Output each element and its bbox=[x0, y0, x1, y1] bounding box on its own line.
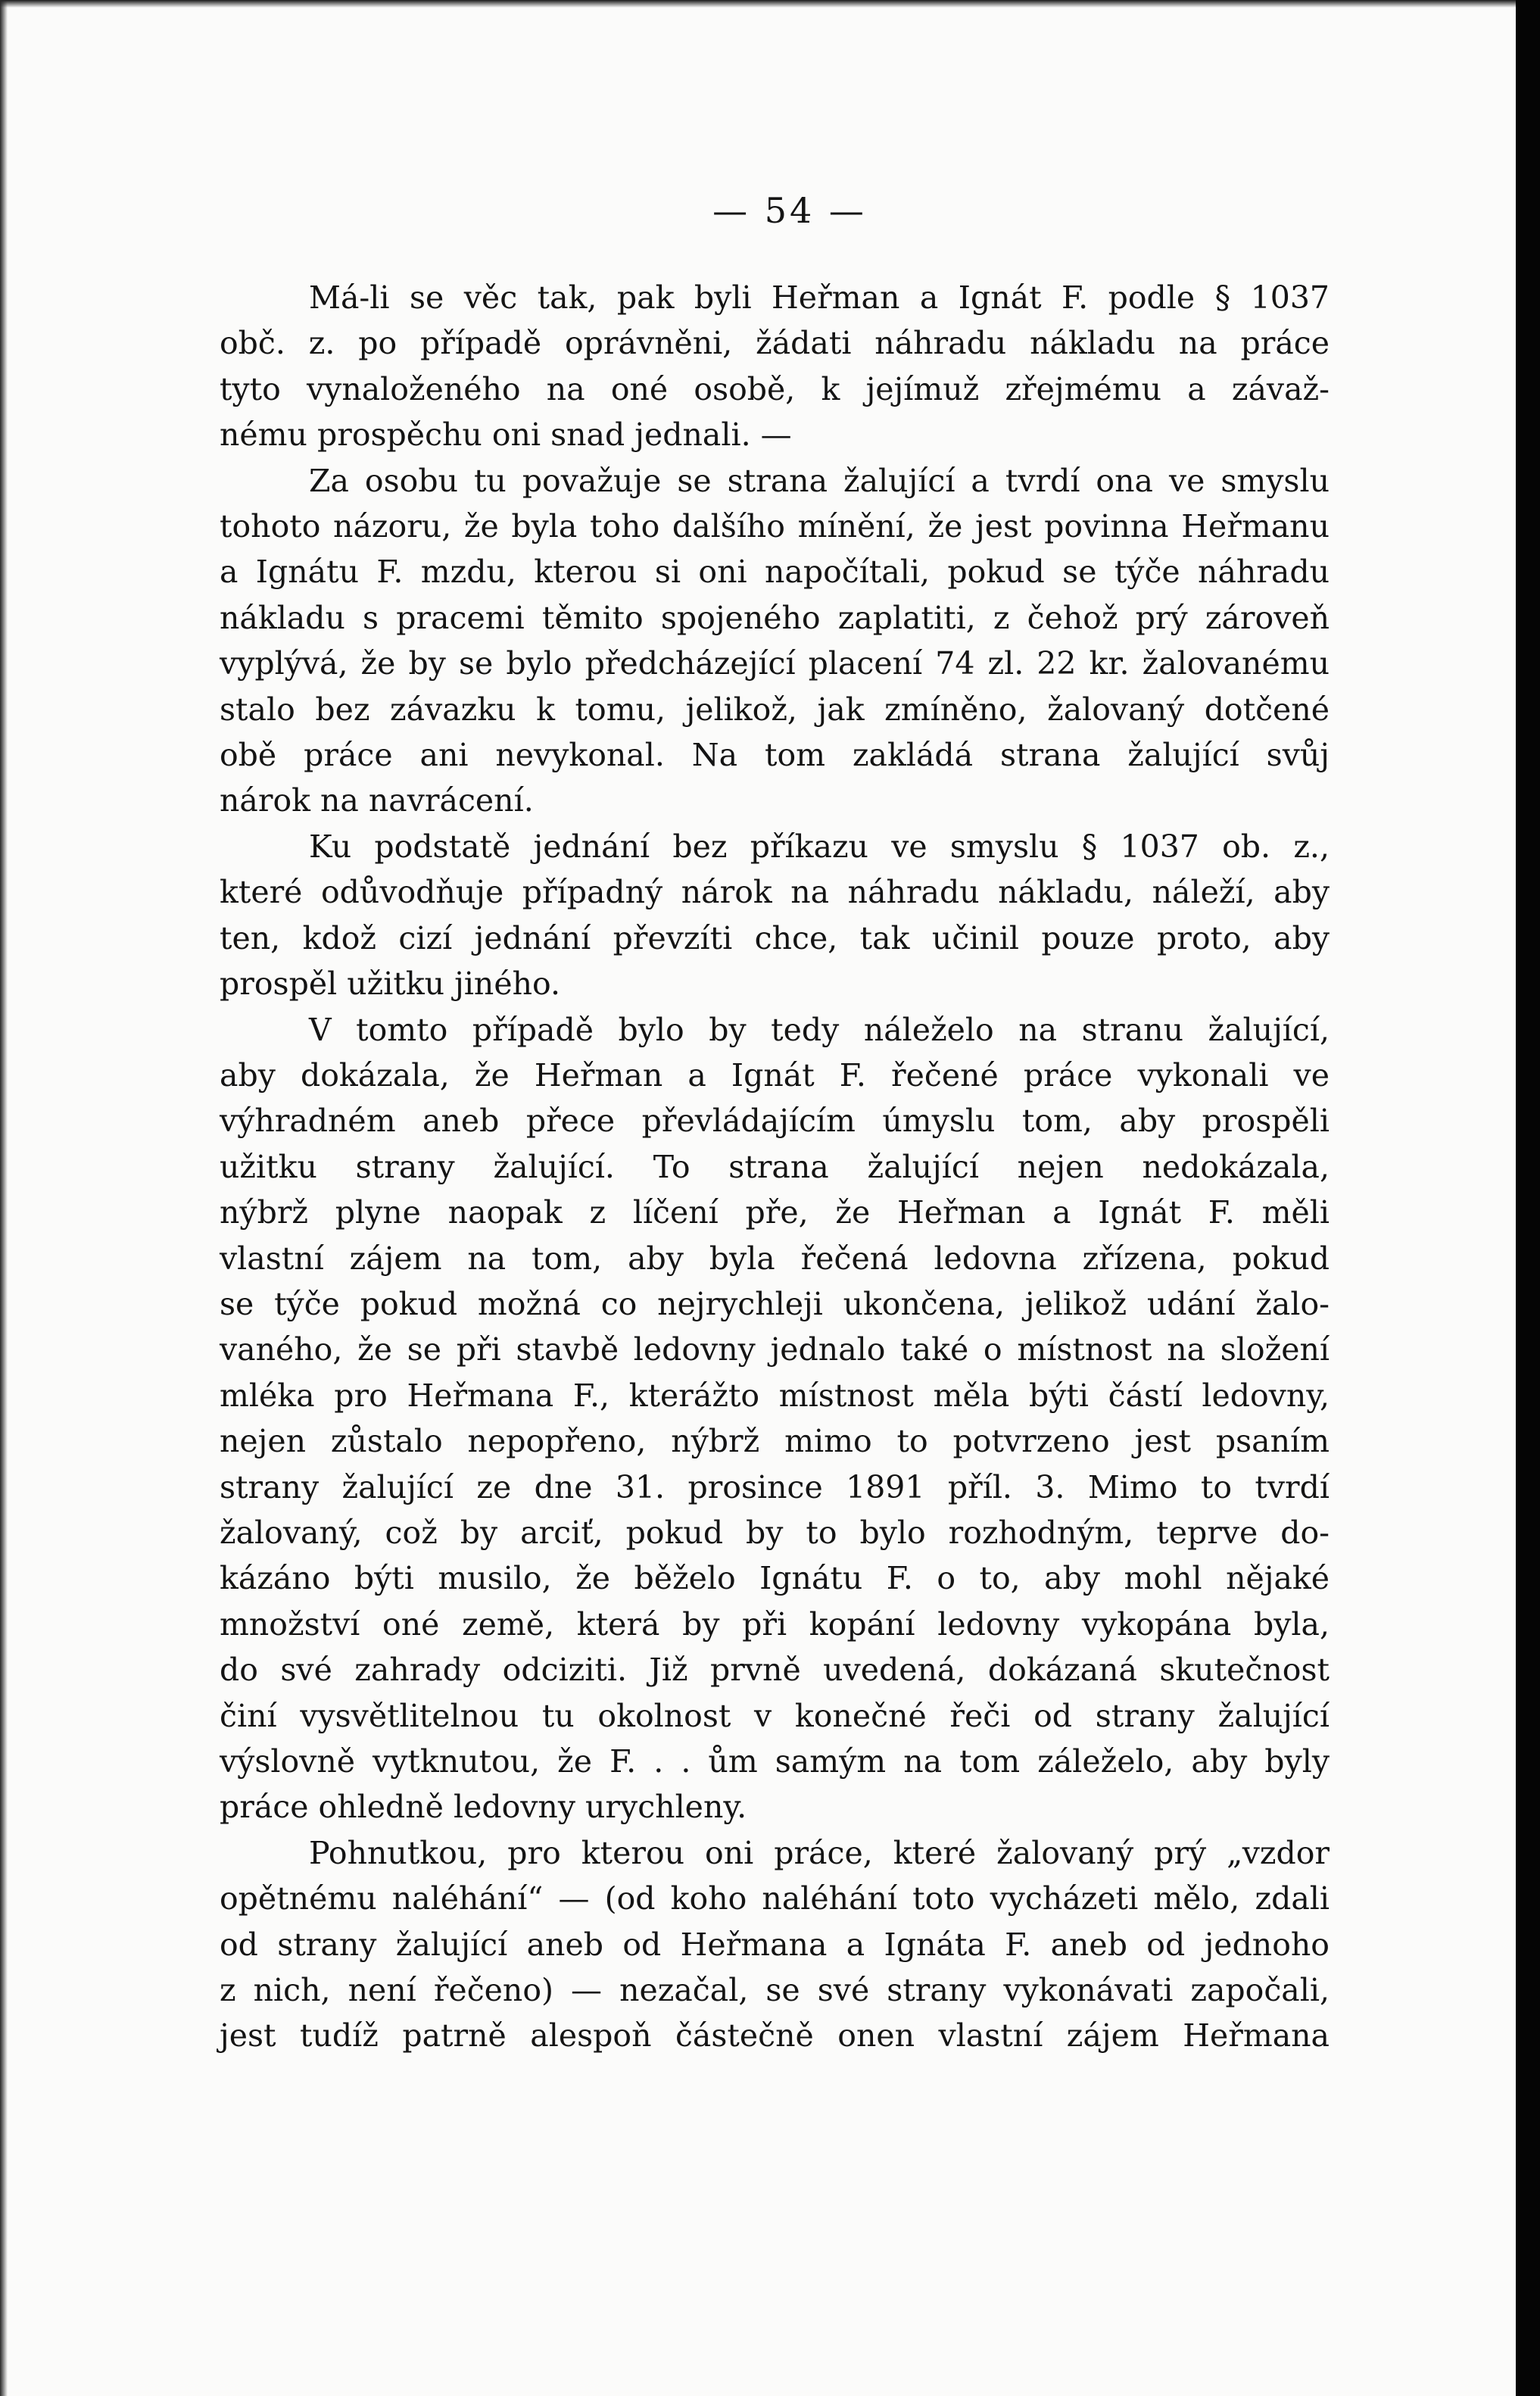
text-line: tohoto názoru, že byla toho dalšího mínění, že jest povinna Heřmanu bbox=[220, 508, 1330, 545]
text-line: obě práce ani nevykonal. Na tom zakládá strana žalující svůj bbox=[220, 737, 1330, 774]
text-line: žalovaný, což by arciť, pokud by to bylo rozhodným, teprve do- bbox=[220, 1514, 1330, 1551]
text-line: obč. z. po případě oprávněni, žádati náhradu nákladu na práce bbox=[220, 325, 1330, 362]
page-content bbox=[220, 190, 1330, 2059]
text-line: prospěl užitku jiného. bbox=[220, 966, 560, 1003]
text-line: nému prospěchu oni snad jednali. — bbox=[220, 416, 792, 454]
text-line: vyplývá, že by se bylo předcházející placení 74 zl. 22 kr. žalovanému bbox=[220, 645, 1330, 682]
text-line: ten, kdož cizí jednání převzíti chce, tak učinil pouze proto, aby bbox=[220, 919, 1330, 956]
text-line: a Ignátu F. mzdu, kterou si oni napočítali, pokud se týče náhradu bbox=[220, 554, 1330, 591]
scan-edge-right bbox=[1516, 0, 1540, 2396]
text-line: nýbrž plyne naopak z líčení pře, že Heřman a Ignát F. měli bbox=[220, 1194, 1330, 1231]
text-line: od strany žalující aneb od Heřmana a Ignáta F. aneb od jednoho bbox=[220, 1926, 1330, 1963]
text-line: nejen zůstalo nepopřeno, nýbrž mimo to potvrzeno jest psaním bbox=[220, 1423, 1330, 1460]
text-line: z nich, není řečeno) — nezačal, se své strany vykonávati započali, bbox=[220, 1972, 1330, 2009]
scan-edge-left bbox=[0, 0, 8, 2396]
text-line: které odůvodňuje případný nárok na náhradu nákladu, náleží, aby bbox=[220, 874, 1330, 911]
page-number: — 54 — bbox=[712, 190, 867, 231]
text-line: práce ohledně ledovny urychleny. bbox=[220, 1789, 747, 1826]
paragraph-2 bbox=[220, 458, 1330, 824]
paragraph-5 bbox=[220, 1830, 1330, 2059]
paragraph-4 bbox=[220, 1007, 1330, 1830]
text-line: tyto vynaloženého na oné osobě, k jejímuž zřejmému a závaž- bbox=[220, 370, 1330, 407]
text-line: V tomto případě bylo by tedy náleželo na stranu žalující, bbox=[309, 1011, 1330, 1048]
paragraph-1 bbox=[220, 275, 1330, 458]
text-line: Ku podstatě jednání bez příkazu ve smyslu § 1037 ob. z., bbox=[309, 828, 1330, 865]
scan-edge-top bbox=[0, 0, 1540, 8]
text-line: Pohnutkou, pro kterou oni práce, které žalovaný prý „vzdor bbox=[309, 1834, 1330, 1871]
text-line: se týče pokud možná co nejrychleji ukončena, jelikož udání žalo- bbox=[220, 1285, 1330, 1322]
text-line: činí vysvětlitelnou tu okolnost v konečné řeči od strany žalující bbox=[220, 1697, 1330, 1734]
text-line: vaného, že se při stavbě ledovny jednalo také o místnost na složení bbox=[220, 1331, 1330, 1368]
text-line: stalo bez závazku k tomu, jelikož, jak zmíněno, žalovaný dotčené bbox=[220, 691, 1330, 728]
text-line: užitku strany žalující. To strana žalující nejen nedokázala, bbox=[220, 1148, 1330, 1185]
text-line: množství oné země, která by při kopání ledovny vykopána byla, bbox=[220, 1605, 1330, 1643]
text-line: vlastní zájem na tom, aby byla řečená ledovna zřízena, pokud bbox=[220, 1240, 1330, 1277]
text-line: kázáno býti musilo, že běželo Ignátu F. o to, aby mohl nějaké bbox=[220, 1560, 1330, 1597]
text-line: výslovně vytknutou, že F. . . ům samým na tom záleželo, aby byly bbox=[220, 1743, 1330, 1780]
text-line: aby dokázala, že Heřman a Ignát F. řečené práce vykonali ve bbox=[220, 1056, 1330, 1093]
text-line: mléka pro Heřmana F., kterážto místnost měla býti částí ledovny, bbox=[220, 1377, 1330, 1414]
text-line: Za osobu tu považuje se strana žalující a tvrdí ona ve smyslu bbox=[309, 462, 1330, 499]
text-line: Má-li se věc tak, pak byli Heřman a Ignát F. podle § 1037 bbox=[309, 279, 1330, 316]
text-line: opětnému naléhání“ — (od koho naléhání toto vycházeti mělo, zdali bbox=[220, 1880, 1330, 1917]
text-line: strany žalující ze dne 31. prosince 1891 příl. 3. Mimo to tvrdí bbox=[220, 1468, 1330, 1505]
paragraph-3 bbox=[220, 824, 1330, 1007]
text-line: do své zahrady odciziti. Již prvně uvedená, dokázaná skutečnost bbox=[220, 1652, 1330, 1689]
text-line: nákladu s pracemi těmito spojeného zaplatiti, z čehož prý zároveň bbox=[220, 599, 1330, 636]
text-line: jest tudíž patrně alespoň částečně onen vlastní zájem Heřmana bbox=[220, 2017, 1330, 2054]
text-line: výhradném aneb přece převládajícím úmyslu tom, aby prospěli bbox=[220, 1103, 1330, 1140]
text-line: nárok na navrácení. bbox=[220, 782, 534, 819]
